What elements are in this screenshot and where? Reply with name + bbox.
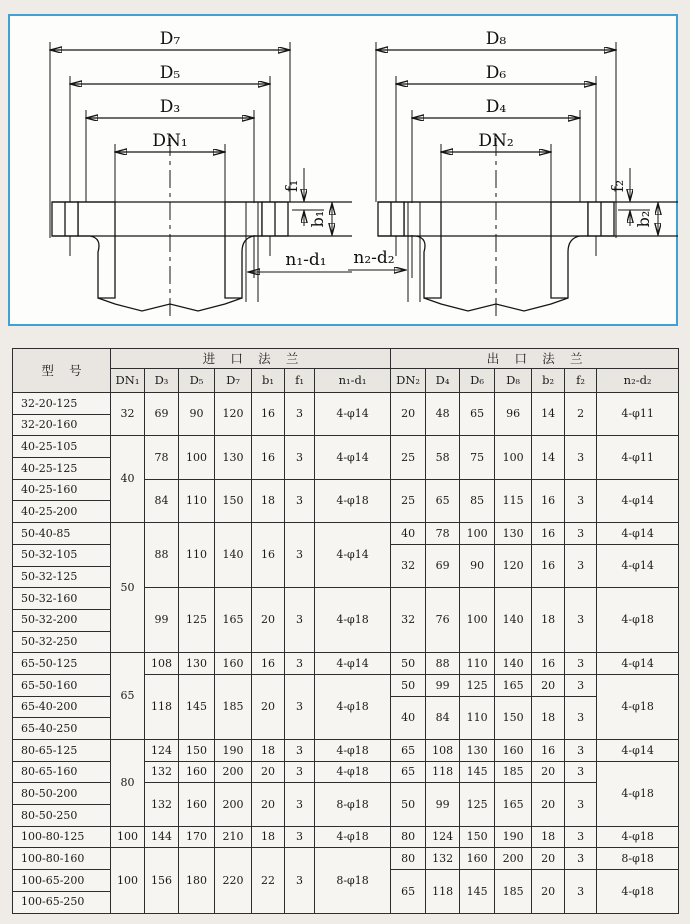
table-row (13, 653, 679, 675)
value-cell: 2 (565, 393, 597, 436)
value-cell: 3 (565, 436, 597, 479)
model-cell: 80-50-250 (13, 805, 111, 827)
model-cell: 80-50-200 (13, 783, 111, 805)
value-cell: 108 (145, 653, 179, 675)
value-cell: 108 (426, 740, 460, 762)
dim-label-d6: D₆ (485, 63, 507, 83)
value-cell: 16 (532, 544, 565, 587)
value-cell: 130 (460, 740, 495, 762)
dim-label-d4: D₄ (485, 97, 507, 117)
value-cell: 3 (565, 653, 597, 675)
value-cell: 20 (252, 588, 285, 653)
model-cell: 65-40-200 (13, 696, 111, 718)
value-cell: 3 (285, 479, 315, 522)
dim-label-b2: b₂ (634, 210, 653, 228)
value-cell: 22 (252, 848, 285, 913)
model-cell: 100-65-250 (13, 891, 111, 913)
value-cell: 132 (145, 761, 179, 783)
value-cell: 3 (285, 783, 315, 826)
value-cell: 16 (532, 479, 565, 522)
value-cell: 180 (179, 848, 215, 913)
value-cell: 120 (215, 393, 252, 436)
value-cell: 4-φ18 (597, 674, 679, 739)
model-cell: 50-40-85 (13, 523, 111, 545)
value-cell: 150 (215, 479, 252, 522)
header-col-d: D₄ (426, 369, 460, 393)
value-cell: 65 (460, 393, 495, 436)
value-cell: 20 (532, 674, 565, 696)
value-cell: 25 (391, 436, 426, 479)
value-cell: 4-φ14 (315, 653, 391, 675)
outlet-flange-drawing (346, 20, 678, 322)
value-cell: 84 (145, 479, 179, 522)
value-cell: 100 (111, 848, 145, 913)
value-cell: 124 (145, 740, 179, 762)
value-cell: 50 (391, 653, 426, 675)
value-cell: 3 (565, 740, 597, 762)
value-cell: 130 (179, 653, 215, 675)
flange-table-body (13, 393, 679, 914)
value-cell: 3 (285, 588, 315, 653)
inlet-flange-drawing (20, 20, 352, 322)
value-cell: 3 (565, 826, 597, 848)
value-cell: 18 (252, 826, 285, 848)
dim-label-d8: D₈ (485, 29, 507, 49)
value-cell: 150 (179, 740, 215, 762)
value-cell: 3 (565, 674, 597, 696)
value-cell: 3 (285, 653, 315, 675)
value-cell: 4-φ18 (315, 479, 391, 522)
value-cell: 16 (252, 436, 285, 479)
value-cell: 160 (215, 653, 252, 675)
value-cell: 3 (285, 826, 315, 848)
value-cell: 84 (426, 696, 460, 739)
value-cell: 65 (426, 479, 460, 522)
value-cell: 3 (285, 674, 315, 739)
value-cell: 65 (391, 870, 426, 913)
model-cell: 40-25-125 (13, 458, 111, 480)
value-cell: 3 (565, 588, 597, 653)
value-cell: 58 (426, 436, 460, 479)
header-col-dn: DN₁ (111, 369, 145, 393)
value-cell: 99 (426, 783, 460, 826)
value-cell: 65 (111, 653, 145, 740)
dim-label-n1d1: n₁-d₁ (285, 250, 327, 270)
header-col-d: D₇ (215, 369, 252, 393)
value-cell: 16 (532, 740, 565, 762)
value-cell: 140 (215, 523, 252, 588)
model-cell: 80-65-125 (13, 740, 111, 762)
value-cell: 100 (460, 588, 495, 653)
value-cell: 150 (460, 826, 495, 848)
value-cell: 150 (495, 696, 532, 739)
value-cell: 130 (215, 436, 252, 479)
value-cell: 160 (495, 740, 532, 762)
value-cell: 50 (391, 674, 426, 696)
value-cell: 100 (495, 436, 532, 479)
value-cell: 130 (495, 523, 532, 545)
value-cell: 96 (495, 393, 532, 436)
value-cell: 65 (391, 761, 426, 783)
value-cell: 3 (285, 740, 315, 762)
value-cell: 20 (532, 848, 565, 870)
value-cell: 18 (532, 826, 565, 848)
value-cell: 4-φ18 (315, 674, 391, 739)
value-cell: 20 (252, 761, 285, 783)
dim-label-dn2: DN₂ (478, 131, 514, 151)
header-col-f: f₂ (565, 369, 597, 393)
header-inlet-flange: 进 口 法 兰 (111, 349, 391, 369)
value-cell: 50 (111, 523, 145, 653)
header-col-dn: DN₂ (391, 369, 426, 393)
value-cell: 120 (495, 544, 532, 587)
value-cell: 99 (426, 674, 460, 696)
value-cell: 4-φ11 (597, 436, 679, 479)
value-cell: 8-φ18 (315, 783, 391, 826)
table-group-header-row (13, 349, 679, 369)
value-cell: 16 (532, 523, 565, 545)
value-cell: 156 (145, 848, 179, 913)
model-cell: 40-25-105 (13, 436, 111, 458)
model-cell: 32-20-125 (13, 393, 111, 415)
value-cell: 65 (391, 740, 426, 762)
value-cell: 14 (532, 436, 565, 479)
value-cell: 4-φ11 (597, 393, 679, 436)
value-cell: 132 (426, 848, 460, 870)
value-cell: 4-φ14 (597, 544, 679, 587)
value-cell: 20 (532, 783, 565, 826)
model-cell: 100-65-200 (13, 870, 111, 892)
value-cell: 16 (532, 653, 565, 675)
header-col-d: D₃ (145, 369, 179, 393)
model-cell: 65-50-125 (13, 653, 111, 675)
value-cell: 40 (391, 696, 426, 739)
value-cell: 110 (179, 479, 215, 522)
value-cell: 4-φ18 (315, 588, 391, 653)
value-cell: 115 (495, 479, 532, 522)
value-cell: 8-φ18 (315, 848, 391, 913)
value-cell: 125 (460, 674, 495, 696)
value-cell: 145 (460, 870, 495, 913)
header-col-d: D₅ (179, 369, 215, 393)
value-cell: 3 (285, 523, 315, 588)
value-cell: 160 (460, 848, 495, 870)
value-cell: 4-φ14 (315, 523, 391, 588)
header-outlet-flange: 出 口 法 兰 (391, 349, 679, 369)
value-cell: 80 (391, 848, 426, 870)
header-col-f: f₁ (285, 369, 315, 393)
table-row (13, 393, 679, 415)
model-cell: 50-32-160 (13, 588, 111, 610)
value-cell: 16 (252, 393, 285, 436)
value-cell: 4-φ18 (315, 826, 391, 848)
value-cell: 165 (215, 588, 252, 653)
header-col-nd: n₂-d₂ (597, 369, 679, 393)
model-cell: 50-32-125 (13, 566, 111, 588)
value-cell: 75 (460, 436, 495, 479)
value-cell: 4-φ14 (597, 653, 679, 675)
dim-label-f2: f₂ (608, 179, 627, 193)
value-cell: 18 (252, 740, 285, 762)
value-cell: 140 (495, 653, 532, 675)
value-cell: 32 (391, 588, 426, 653)
value-cell: 140 (495, 588, 532, 653)
value-cell: 118 (426, 761, 460, 783)
value-cell: 145 (460, 761, 495, 783)
value-cell: 14 (532, 393, 565, 436)
model-cell: 50-32-105 (13, 544, 111, 566)
header-model: 型 号 (13, 349, 111, 393)
value-cell: 3 (565, 544, 597, 587)
value-cell: 3 (565, 870, 597, 913)
dim-label-d5: D₅ (159, 63, 181, 83)
value-cell: 185 (215, 674, 252, 739)
value-cell: 4-φ18 (597, 870, 679, 913)
value-cell: 50 (391, 783, 426, 826)
value-cell: 100 (179, 436, 215, 479)
value-cell: 25 (391, 479, 426, 522)
value-cell: 18 (252, 479, 285, 522)
value-cell: 20 (252, 783, 285, 826)
header-col-d: D₆ (460, 369, 495, 393)
table-row (13, 848, 679, 870)
value-cell: 20 (252, 674, 285, 739)
value-cell: 20 (391, 393, 426, 436)
value-cell: 100 (111, 826, 145, 848)
value-cell: 48 (426, 393, 460, 436)
value-cell: 185 (495, 870, 532, 913)
value-cell: 144 (145, 826, 179, 848)
value-cell: 110 (179, 523, 215, 588)
value-cell: 125 (460, 783, 495, 826)
header-col-b: b₁ (252, 369, 285, 393)
header-col-nd: n₁-d₁ (315, 369, 391, 393)
value-cell: 200 (215, 783, 252, 826)
value-cell: 190 (215, 740, 252, 762)
value-cell: 3 (285, 761, 315, 783)
value-cell: 20 (532, 870, 565, 913)
value-cell: 16 (252, 653, 285, 675)
value-cell: 4-φ14 (315, 393, 391, 436)
value-cell: 4-φ14 (315, 436, 391, 479)
value-cell: 220 (215, 848, 252, 913)
value-cell: 4-φ18 (315, 740, 391, 762)
value-cell: 69 (426, 544, 460, 587)
value-cell: 3 (285, 436, 315, 479)
dim-label-b1: b₁ (308, 210, 327, 228)
value-cell: 118 (145, 674, 179, 739)
value-cell: 18 (532, 696, 565, 739)
value-cell: 3 (565, 761, 597, 783)
value-cell: 3 (565, 848, 597, 870)
value-cell: 78 (426, 523, 460, 545)
value-cell: 132 (145, 783, 179, 826)
table-row (13, 523, 679, 545)
value-cell: 118 (426, 870, 460, 913)
model-cell: 100-80-125 (13, 826, 111, 848)
value-cell: 160 (179, 783, 215, 826)
model-cell: 50-32-250 (13, 631, 111, 653)
value-cell: 185 (495, 761, 532, 783)
value-cell: 85 (460, 479, 495, 522)
table-row (13, 740, 679, 762)
value-cell: 145 (179, 674, 215, 739)
value-cell: 90 (179, 393, 215, 436)
value-cell: 210 (215, 826, 252, 848)
model-cell: 65-40-250 (13, 718, 111, 740)
model-cell: 40-25-200 (13, 501, 111, 523)
model-cell: 100-80-160 (13, 848, 111, 870)
value-cell: 76 (426, 588, 460, 653)
value-cell: 124 (426, 826, 460, 848)
table-row (13, 436, 679, 458)
value-cell: 78 (145, 436, 179, 479)
value-cell: 100 (460, 523, 495, 545)
value-cell: 110 (460, 696, 495, 739)
value-cell: 20 (532, 761, 565, 783)
dim-label-d3: D₃ (159, 97, 181, 117)
value-cell: 90 (460, 544, 495, 587)
value-cell: 4-φ14 (597, 740, 679, 762)
value-cell: 80 (111, 740, 145, 827)
dim-label-dn1: DN₁ (152, 131, 188, 151)
flange-dimension-table (12, 348, 679, 914)
value-cell: 170 (179, 826, 215, 848)
value-cell: 200 (495, 848, 532, 870)
value-cell: 3 (565, 479, 597, 522)
dim-label-d7: D₇ (159, 29, 181, 49)
value-cell: 4-φ18 (597, 761, 679, 826)
value-cell: 4-φ18 (315, 761, 391, 783)
value-cell: 69 (145, 393, 179, 436)
table-subheader-row (13, 369, 679, 393)
value-cell: 3 (565, 523, 597, 545)
value-cell: 200 (215, 761, 252, 783)
value-cell: 40 (391, 523, 426, 545)
value-cell: 3 (285, 393, 315, 436)
value-cell: 125 (179, 588, 215, 653)
value-cell: 88 (426, 653, 460, 675)
value-cell: 32 (391, 544, 426, 587)
value-cell: 160 (179, 761, 215, 783)
value-cell: 99 (145, 588, 179, 653)
flange-diagram-panel (8, 14, 678, 326)
model-cell: 40-25-160 (13, 479, 111, 501)
value-cell: 190 (495, 826, 532, 848)
value-cell: 4-φ14 (597, 479, 679, 522)
value-cell: 4-φ14 (597, 523, 679, 545)
value-cell: 80 (391, 826, 426, 848)
model-cell: 32-20-160 (13, 414, 111, 436)
value-cell: 3 (285, 848, 315, 913)
model-cell: 50-32-200 (13, 609, 111, 631)
value-cell: 3 (565, 783, 597, 826)
value-cell: 165 (495, 674, 532, 696)
model-cell: 80-65-160 (13, 761, 111, 783)
value-cell: 40 (111, 436, 145, 523)
value-cell: 4-φ18 (597, 588, 679, 653)
dim-label-n2d2: n₂-d₂ (353, 248, 395, 268)
value-cell: 165 (495, 783, 532, 826)
value-cell: 3 (565, 696, 597, 739)
table-row (13, 826, 679, 848)
header-col-b: b₂ (532, 369, 565, 393)
header-col-d: D₈ (495, 369, 532, 393)
value-cell: 4-φ18 (597, 826, 679, 848)
value-cell: 8-φ18 (597, 848, 679, 870)
dim-label-f1: f₁ (282, 179, 301, 193)
model-cell: 65-50-160 (13, 674, 111, 696)
value-cell: 16 (252, 523, 285, 588)
value-cell: 110 (460, 653, 495, 675)
value-cell: 18 (532, 588, 565, 653)
value-cell: 88 (145, 523, 179, 588)
value-cell: 32 (111, 393, 145, 436)
